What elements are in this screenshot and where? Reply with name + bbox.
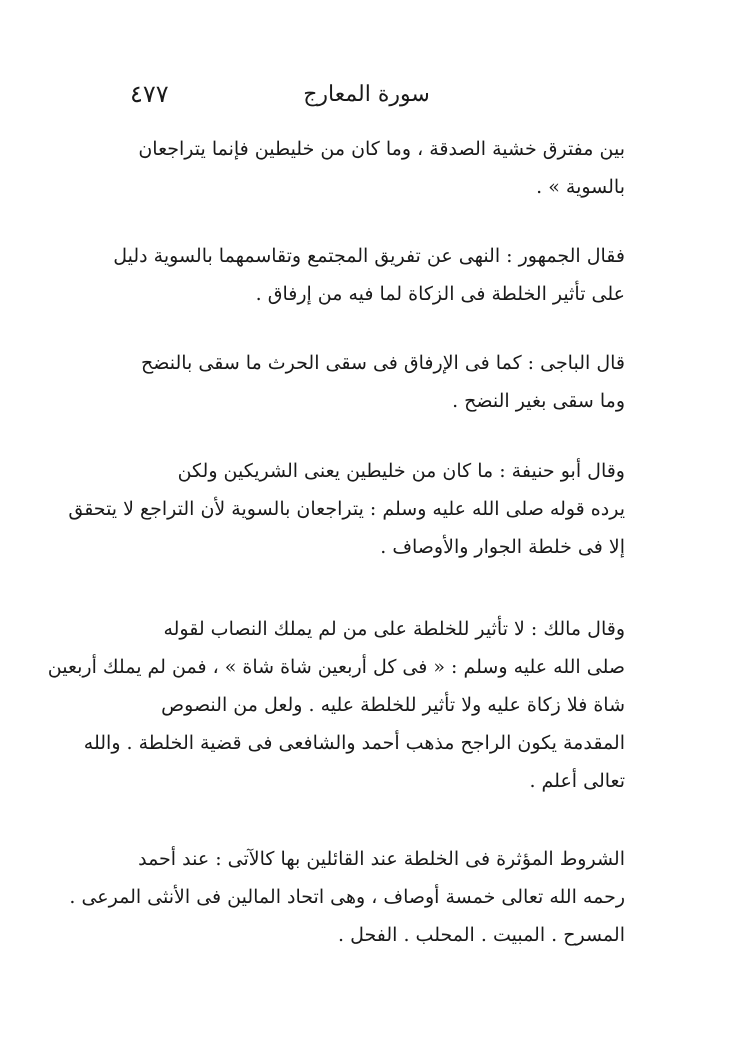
- paragraph-4: [68, 452, 625, 566]
- paragraph-1: [108, 130, 625, 206]
- paragraph-2: [108, 237, 625, 313]
- text-line: المسرح . المبيت . المحلب . الفحل .: [338, 924, 625, 946]
- text-line: الشروط المؤثرة فى الخلطة عند القائلين بها كالآتى : عند أحمد: [138, 848, 625, 870]
- text-line: المقدمة يكون الراجح مذهب أحمد والشافعى فى قضية الخلطة . والله: [83, 732, 625, 754]
- paragraph-6: [69, 840, 625, 954]
- text-line: بين مفترق خشية الصدقة ، وما كان من خليطين فإنما يتراجعان: [138, 138, 625, 160]
- surah-title: سورة المعارج: [303, 82, 430, 107]
- paragraph-3: [108, 344, 625, 420]
- text-line: وقال مالك : لا تأثير للخلطة على من لم يملك النصاب لقوله: [163, 618, 625, 640]
- paragraph-5: [47, 610, 625, 800]
- text-line: وما سقى بغير النضح .: [452, 390, 625, 412]
- text-line: بالسوية » .: [536, 176, 625, 198]
- text-line: قال الباجى : كما فى الإرفاق فى سقى الحرث ما سقى بالنضح: [141, 352, 625, 374]
- text-line: شاة فلا زكاة عليه ولا تأثير للخلطة عليه . ولعل من النصوص: [161, 694, 625, 716]
- page-header: [110, 78, 623, 118]
- text-line: وقال أبو حنيفة : ما كان من خليطين يعنى الشريكين ولكن: [177, 460, 625, 482]
- text-line: إلا فى خلطة الجوار والأوصاف .: [380, 536, 625, 558]
- text-line: رحمه الله تعالى خمسة أوصاف ، وهى اتحاد المالين فى الأنثى المرعى .: [69, 886, 625, 908]
- text-line: صلى الله عليه وسلم : « فى كل أربعين شاة شاة » ، فمن لم يملك أربعين: [47, 656, 625, 678]
- page-number: ٤٧٧: [130, 80, 169, 108]
- text-line: فقال الجمهور : النهى عن تفريق المجتمع وتقاسمهما بالسوية دليل: [113, 245, 625, 267]
- text-line: تعالى أعلم .: [529, 770, 625, 792]
- text-line: يرده قوله صلى الله عليه وسلم : يتراجعان بالسوية لأن التراجع لا يتحقق: [68, 498, 625, 520]
- text-line: على تأثير الخلطة فى الزكاة لما فيه من إرفاق .: [255, 283, 625, 305]
